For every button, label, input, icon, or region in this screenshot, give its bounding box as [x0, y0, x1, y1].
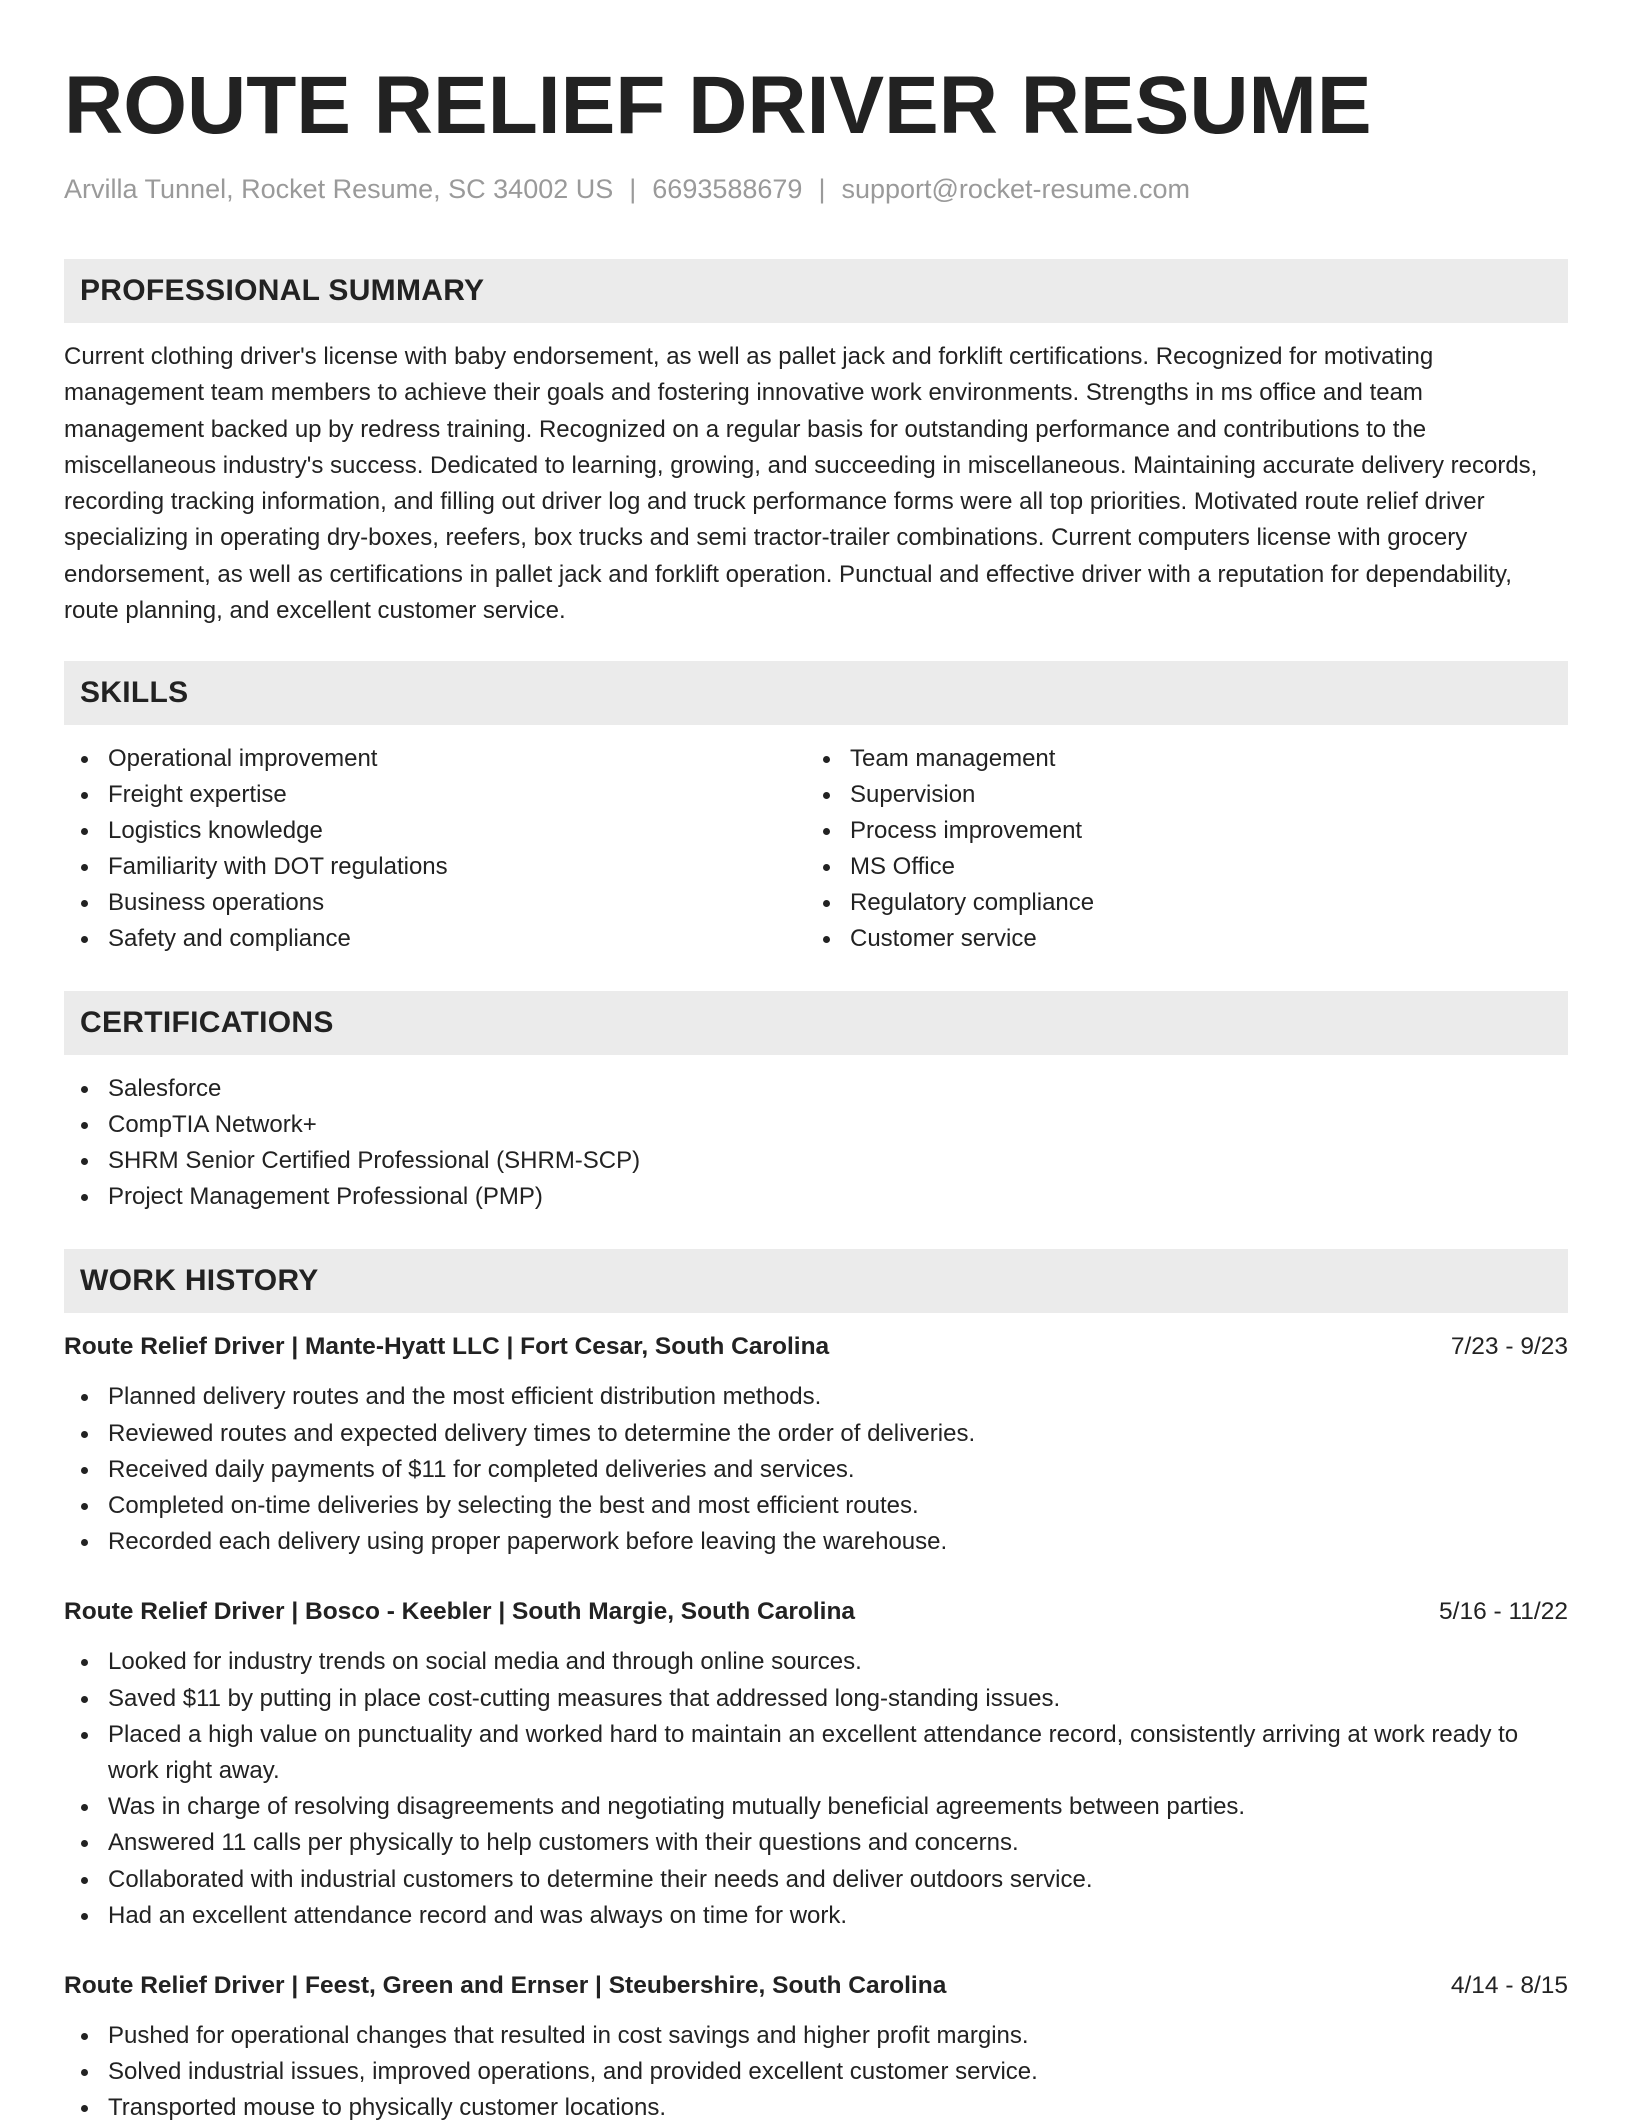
- skill-item: Operational improvement: [64, 741, 806, 777]
- contact-separator: |: [629, 174, 637, 204]
- job-bullet: Pushed for operational changes that resulted in cost savings and higher profit margins.: [64, 2018, 1568, 2054]
- job-bullets: [64, 2018, 1568, 2127]
- skill-item: MS Office: [806, 849, 1548, 885]
- job-bullet: Planned delivery routes and the most efficient distribution methods.: [64, 1379, 1568, 1415]
- contact-line: [64, 172, 1568, 206]
- certification-item: CompTIA Network+: [64, 1107, 1568, 1143]
- certifications-list: [64, 1071, 1568, 1215]
- skill-item: Regulatory compliance: [806, 885, 1548, 921]
- certifications-heading: CERTIFICATIONS: [64, 991, 1568, 1055]
- skills-grid: [64, 725, 1568, 957]
- skills-heading: SKILLS: [64, 661, 1568, 725]
- skill-item: Customer service: [806, 921, 1548, 957]
- job-header: [64, 1594, 1568, 1630]
- job-bullet: Was in charge of resolving disagreements and negotiating mutually beneficial agreements between parties.: [64, 1789, 1568, 1825]
- job-bullets: [64, 1644, 1568, 1934]
- job-bullets: [64, 1379, 1568, 1560]
- skill-item: Team management: [806, 741, 1548, 777]
- job-bullet: Solved industrial issues, improved operations, and provided excellent customer service.: [64, 2054, 1568, 2090]
- job-entry: [64, 1594, 1568, 1934]
- skill-item: Safety and compliance: [64, 921, 806, 957]
- job-title: Route Relief Driver | Bosco - Keebler | South Margie, South Carolina: [64, 1598, 856, 1626]
- certification-item: Salesforce: [64, 1071, 1568, 1107]
- skill-item: Familiarity with DOT regulations: [64, 849, 806, 885]
- certification-item: SHRM Senior Certified Professional (SHRM-SCP): [64, 1143, 1568, 1179]
- job-bullet: Answered 11 calls per physically to help customers with their questions and concerns.: [64, 1825, 1568, 1861]
- contact-address: Arvilla Tunnel, Rocket Resume, SC 34002 US: [64, 174, 614, 204]
- job-dates: 5/16 - 11/22: [1439, 1598, 1568, 1626]
- summary-heading: PROFESSIONAL SUMMARY: [64, 259, 1568, 323]
- work-history-heading: WORK HISTORY: [64, 1249, 1568, 1313]
- resume-title: ROUTE RELIEF DRIVER RESUME: [64, 60, 1372, 151]
- summary-text: Current clothing driver's license with baby endorsement, as well as pallet jack and forklift certifications. Recognized for motivating management team members to achieve their goals and fostering innovative work environments. Strengths in ms office and team management backed up by redress training. Recognized on a regular basis for outstanding performance and contributions to the miscellaneous industry's success. Dedicated to learning, growing, and succeeding in miscellaneous. Maintaining accurate delivery records, recording tracking information, and filling out driver log and truck performance forms were all top priorities. Motivated route relief driver specializing in operating dry-boxes, reefers, box trucks and semi tractor-trailer combinations. Current computers license with grocery endorsement, as well as certifications in pallet jack and forklift operation. Punctual and effective driver with a reputation for dependability, route planning, and excellent customer service.: [64, 343, 1538, 625]
- skills-list-right: [806, 741, 1548, 957]
- job-bullet: Reviewed routes and expected delivery times to determine the order of deliveries.: [64, 1416, 1568, 1452]
- job-dates: 7/23 - 9/23: [1450, 1333, 1568, 1361]
- job-header: [64, 1329, 1568, 1365]
- skill-item: Logistics knowledge: [64, 813, 806, 849]
- job-bullet: Had an excellent attendance record and was always on time for work.: [64, 1898, 1568, 1934]
- job-entry: [64, 1968, 1568, 2127]
- job-dates: 4/14 - 8/15: [1450, 1972, 1568, 2000]
- skill-item: Business operations: [64, 885, 806, 921]
- job-bullet: Looked for industry trends on social media and through online sources.: [64, 1644, 1568, 1680]
- job-header: [64, 1968, 1568, 2004]
- job-title: Route Relief Driver | Feest, Green and Ernser | Steubershire, South Carolina: [64, 1972, 947, 2000]
- job-entry: [64, 1329, 1568, 1560]
- contact-separator: |: [818, 174, 826, 204]
- contact-email: support@rocket-resume.com: [841, 174, 1190, 204]
- resume-page: [64, 0, 1568, 2127]
- job-bullet: Received daily payments of $11 for completed deliveries and services.: [64, 1452, 1568, 1488]
- job-title: Route Relief Driver | Mante-Hyatt LLC | Fort Cesar, South Carolina: [64, 1333, 830, 1361]
- job-bullet: Collaborated with industrial customers to determine their needs and deliver outdoors service.: [64, 1862, 1568, 1898]
- job-bullet: Saved $11 by putting in place cost-cutting measures that addressed long-standing issues.: [64, 1681, 1568, 1717]
- job-bullet: Completed on-time deliveries by selecting the best and most efficient routes.: [64, 1488, 1568, 1524]
- skill-item: Process improvement: [806, 813, 1548, 849]
- job-bullet: Recorded each delivery using proper paperwork before leaving the warehouse.: [64, 1524, 1568, 1560]
- skill-item: Supervision: [806, 777, 1548, 813]
- contact-phone: 6693588679: [652, 174, 803, 204]
- job-bullet: Placed a high value on punctuality and worked hard to maintain an excellent attendance record, consistently arriving at work ready to work right away.: [64, 1717, 1568, 1789]
- skill-item: Freight expertise: [64, 777, 806, 813]
- job-bullet: Transported mouse to physically customer locations.: [64, 2090, 1568, 2126]
- skills-list-left: [64, 741, 806, 957]
- certification-item: Project Management Professional (PMP): [64, 1179, 1568, 1215]
